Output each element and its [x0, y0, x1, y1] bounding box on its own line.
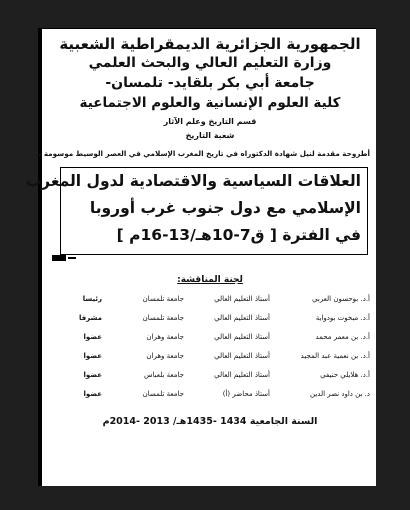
member-university: جامعة تلمسان [142, 390, 184, 398]
member-rank: أستاذ التعليم العالي [214, 295, 270, 303]
thesis-title-box [25, 167, 368, 255]
decorative-mark [52, 255, 66, 261]
member-university: جامعة وهران [146, 333, 184, 341]
member-role: عضوا [83, 371, 102, 379]
member-role: عضوا [83, 333, 102, 341]
thesis-title-line-1: العلاقات السياسية والاقتصادية لدول المغرب [25, 172, 361, 190]
branch-name: شعبة التاريخ [185, 131, 235, 140]
member-rank: أستاذ التعليم العالي [214, 314, 270, 322]
thesis-title-line-2: الإسلامي مع دول جنوب غرب أوروبا [89, 199, 361, 217]
member-university: جامعة بلعباس [144, 371, 184, 379]
member-role: عضوا [83, 390, 102, 398]
member-university: جامعة وهران [146, 352, 184, 360]
ministry-name: وزارة التعليم العالي والبحث العلمي [88, 55, 332, 71]
department-name: قسم التاريخ وعلم الآثار [163, 117, 257, 126]
member-name: أ.د. بوحسون العربي [312, 295, 370, 303]
document-page [25, 28, 376, 486]
member-rank: أستاذ محاضر (أ) [222, 390, 270, 398]
member-name: أ.د. بن نعمية عبد المجيد [300, 352, 370, 360]
member-role: مشرفا [78, 314, 102, 322]
member-university: جامعة تلمسان [142, 295, 184, 303]
committee-row [50, 314, 370, 326]
member-rank: أستاذ التعليم العالي [214, 352, 270, 360]
country-name: الجمهورية الجزائرية الديمقراطية الشعبية [59, 35, 361, 53]
committee-row [50, 390, 370, 402]
thesis-statement: أطروحة مقدمة لنيل شهادة الدكتوراه في تاريخ المغرب الإسلامي في العصر الوسيط موسومة بـ [36, 149, 370, 158]
faculty-name: كلية العلوم الإنسانية والعلوم الاجتماعية [79, 95, 341, 111]
decorative-mark [68, 257, 76, 259]
committee-row [50, 295, 370, 307]
page-content [25, 33, 370, 476]
committee-row [50, 333, 370, 345]
thesis-title-line-3: في الفترة [ ق7-10هـ/13-16م ] [116, 226, 361, 244]
committee-title: لجنة المناقشة: [177, 275, 243, 285]
member-role: رئيسا [82, 295, 102, 303]
member-name: أ.د. هلايلي حنيفي [320, 371, 370, 379]
committee-row [50, 352, 370, 364]
member-university: جامعة تلمسان [142, 314, 184, 322]
member-rank: أستاذ التعليم العالي [214, 333, 270, 341]
academic-year: السنة الجامعية 1434 -1435هـ/ 2013 -2014م [102, 416, 318, 427]
university-name: جامعة أبي بكر بلقايد- تلمسان- [105, 75, 315, 91]
member-name: أ.د. بن معمر محمد [315, 333, 370, 341]
member-rank: أستاذ التعليم العالي [214, 371, 270, 379]
member-name: د. بن داود نصر الدين [310, 390, 370, 398]
member-role: عضوا [83, 352, 102, 360]
committee-row [50, 371, 370, 383]
member-name: أ.د. مبخوت بودواية [315, 314, 370, 322]
